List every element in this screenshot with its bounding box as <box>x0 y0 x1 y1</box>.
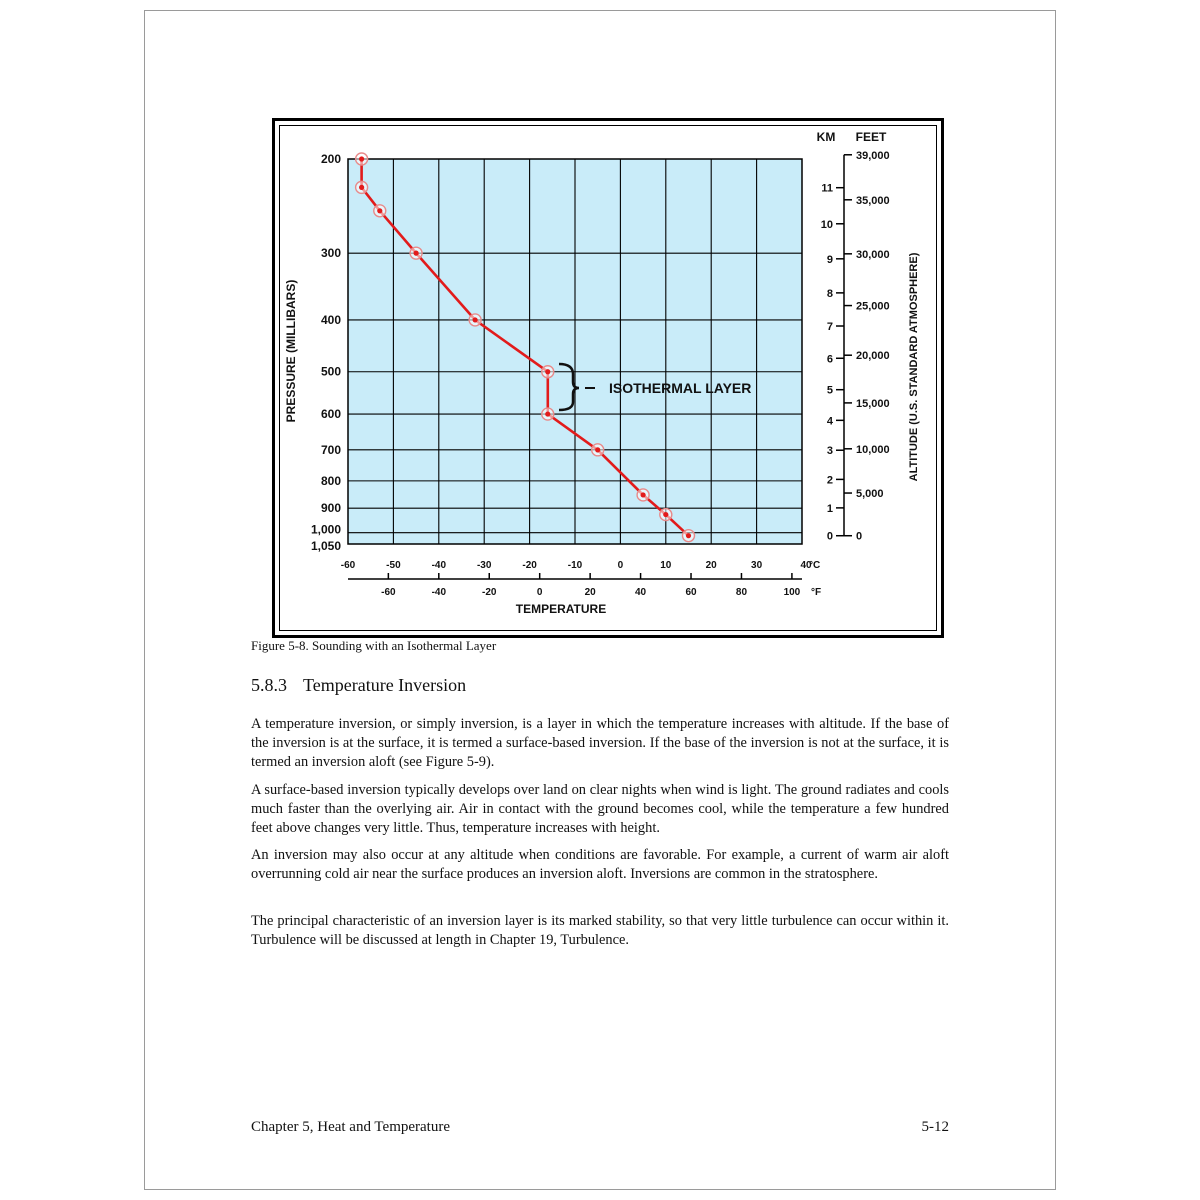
section-number: 5.8.3 <box>251 675 287 695</box>
feet-tick-label: 15,000 <box>856 397 890 410</box>
celsius-tick-label: 30 <box>751 560 763 571</box>
km-tick-label: 9 <box>826 253 833 266</box>
celsius-tick-label: -20 <box>522 560 537 571</box>
sounding-point <box>545 411 550 416</box>
celsius-tick-label: 0 <box>617 560 624 571</box>
fahrenheit-tick-label: 80 <box>735 587 748 598</box>
fahrenheit-tick-label: -20 <box>482 587 497 598</box>
celsius-tick-label: -60 <box>340 560 356 571</box>
km-tick-label: 3 <box>826 445 833 458</box>
celsius-tick-label: -40 <box>431 560 447 571</box>
km-tick-label: 2 <box>826 474 833 487</box>
celsius-tick-label: 20 <box>705 560 717 571</box>
pressure-tick-label: 600 <box>320 407 341 422</box>
temperature-axis <box>341 560 812 598</box>
sounding-point <box>473 317 478 322</box>
paragraph-4: The principal characteristic of an inversion layer is its marked stability, so that very little turbulence can occur within it. Turbulence will be discussed at length in Chapter 19, Turbulence. <box>251 913 949 948</box>
sounding-point <box>663 512 668 517</box>
fahrenheit-unit: °F <box>811 587 822 598</box>
pressure-tick-label: 1,000 <box>310 522 341 537</box>
celsius-unit: °C <box>809 560 821 571</box>
isothermal-layer-label: ISOTHERMAL LAYER <box>609 380 752 396</box>
feet-tick-label: 20,000 <box>856 350 890 363</box>
y-axis-left-label: PRESSURE (MILLIBARS) <box>284 279 298 423</box>
pressure-tick-label: 1,050 <box>310 539 341 553</box>
celsius-tick-label: 10 <box>660 560 672 571</box>
celsius-tick-label: -10 <box>567 560 583 571</box>
sounding-point <box>414 251 419 256</box>
x-axis-label: TEMPERATURE <box>515 602 607 616</box>
km-tick-label: 6 <box>826 353 833 366</box>
km-tick-label: 1 <box>826 502 833 515</box>
pressure-tick-label: 500 <box>320 364 341 379</box>
pressure-tick-label: 700 <box>320 442 341 457</box>
fahrenheit-tick-label: 0 <box>536 587 543 598</box>
fahrenheit-tick-label: 20 <box>584 587 596 598</box>
pressure-tick-label: 800 <box>320 473 341 488</box>
section-heading <box>251 675 466 696</box>
section-title: Temperature Inversion <box>303 675 467 695</box>
document-page <box>144 10 1056 1190</box>
paragraph-2: A surface-based inversion typically develops over land on clear nights when wind is light. The ground radiates and cools much faster than the overlying air. Air in contact with the ground becomes cool, while the temperature a few hundred feet above changes very little. Thus, temperature increases with height. <box>251 782 949 836</box>
paragraph-3: An inversion may also occur at any altitude when conditions are favorable. For example, a current of warm air aloft overrunning cold air near the surface produces an inversion aloft. Inversions are common in the stratosphere. <box>251 847 949 882</box>
celsius-tick-label: 40 <box>800 560 812 571</box>
paragraph-1: A temperature inversion, or simply inversion, is a layer in which the temperature increases with altitude. If the base of the inversion is at the surface, it is termed a surface-based inversion. If the base of the inversion is not at the surface, it is termed an inversion aloft (see Figure 5-9). <box>251 716 949 770</box>
km-tick-label: 5 <box>826 384 833 397</box>
celsius-tick-label: -50 <box>386 560 401 571</box>
fahrenheit-tick-label: 100 <box>783 587 801 598</box>
feet-tick-label: 25,000 <box>856 300 890 313</box>
feet-tick-label: 5,000 <box>856 488 884 501</box>
footer-chapter: Chapter 5, Heat and Temperature <box>251 1119 451 1135</box>
km-tick-label: 4 <box>826 415 833 428</box>
sounding-point <box>686 533 691 538</box>
y-axis-right-label: ALTITUDE (U.S. STANDARD ATMOSPHERE) <box>908 252 920 482</box>
pressure-tick-label: 200 <box>320 152 341 166</box>
feet-header: FEET <box>855 130 887 144</box>
feet-tick-label: 0 <box>856 530 863 543</box>
feet-tick-label: 30,000 <box>856 248 890 261</box>
km-tick-label: 7 <box>826 321 833 334</box>
celsius-tick-label: -30 <box>476 560 492 571</box>
footer-page-number: 5-12 <box>921 1119 949 1135</box>
sounding-point <box>359 156 364 161</box>
pressure-tick-label: 400 <box>320 312 341 327</box>
feet-tick-label: 10,000 <box>856 443 890 456</box>
pressure-tick-label: 300 <box>320 246 341 261</box>
fahrenheit-tick-label: 60 <box>685 587 697 598</box>
feet-tick-label: 35,000 <box>856 194 890 207</box>
feet-tick-label: 39,000 <box>856 149 890 162</box>
sounding-point <box>641 492 646 497</box>
pressure-axis <box>311 152 341 553</box>
pressure-tick-label: 900 <box>320 501 341 516</box>
km-tick-label: 10 <box>820 218 833 231</box>
fahrenheit-tick-label: 40 <box>635 587 647 598</box>
km-tick-label: 0 <box>826 530 833 543</box>
km-tick-label: 8 <box>826 287 833 300</box>
km-header: KM <box>816 130 836 144</box>
figure-caption: Figure 5-8. Sounding with an Isothermal Layer <box>251 638 497 653</box>
km-tick-label: 11 <box>821 182 833 195</box>
sounding-chart <box>145 11 1057 1191</box>
sounding-point <box>359 185 364 190</box>
fahrenheit-tick-label: -40 <box>431 587 447 598</box>
sounding-point <box>545 369 550 374</box>
fahrenheit-tick-label: -60 <box>381 587 396 598</box>
sounding-point <box>377 208 382 213</box>
altitude-axis <box>821 150 890 543</box>
sounding-point <box>595 447 600 452</box>
